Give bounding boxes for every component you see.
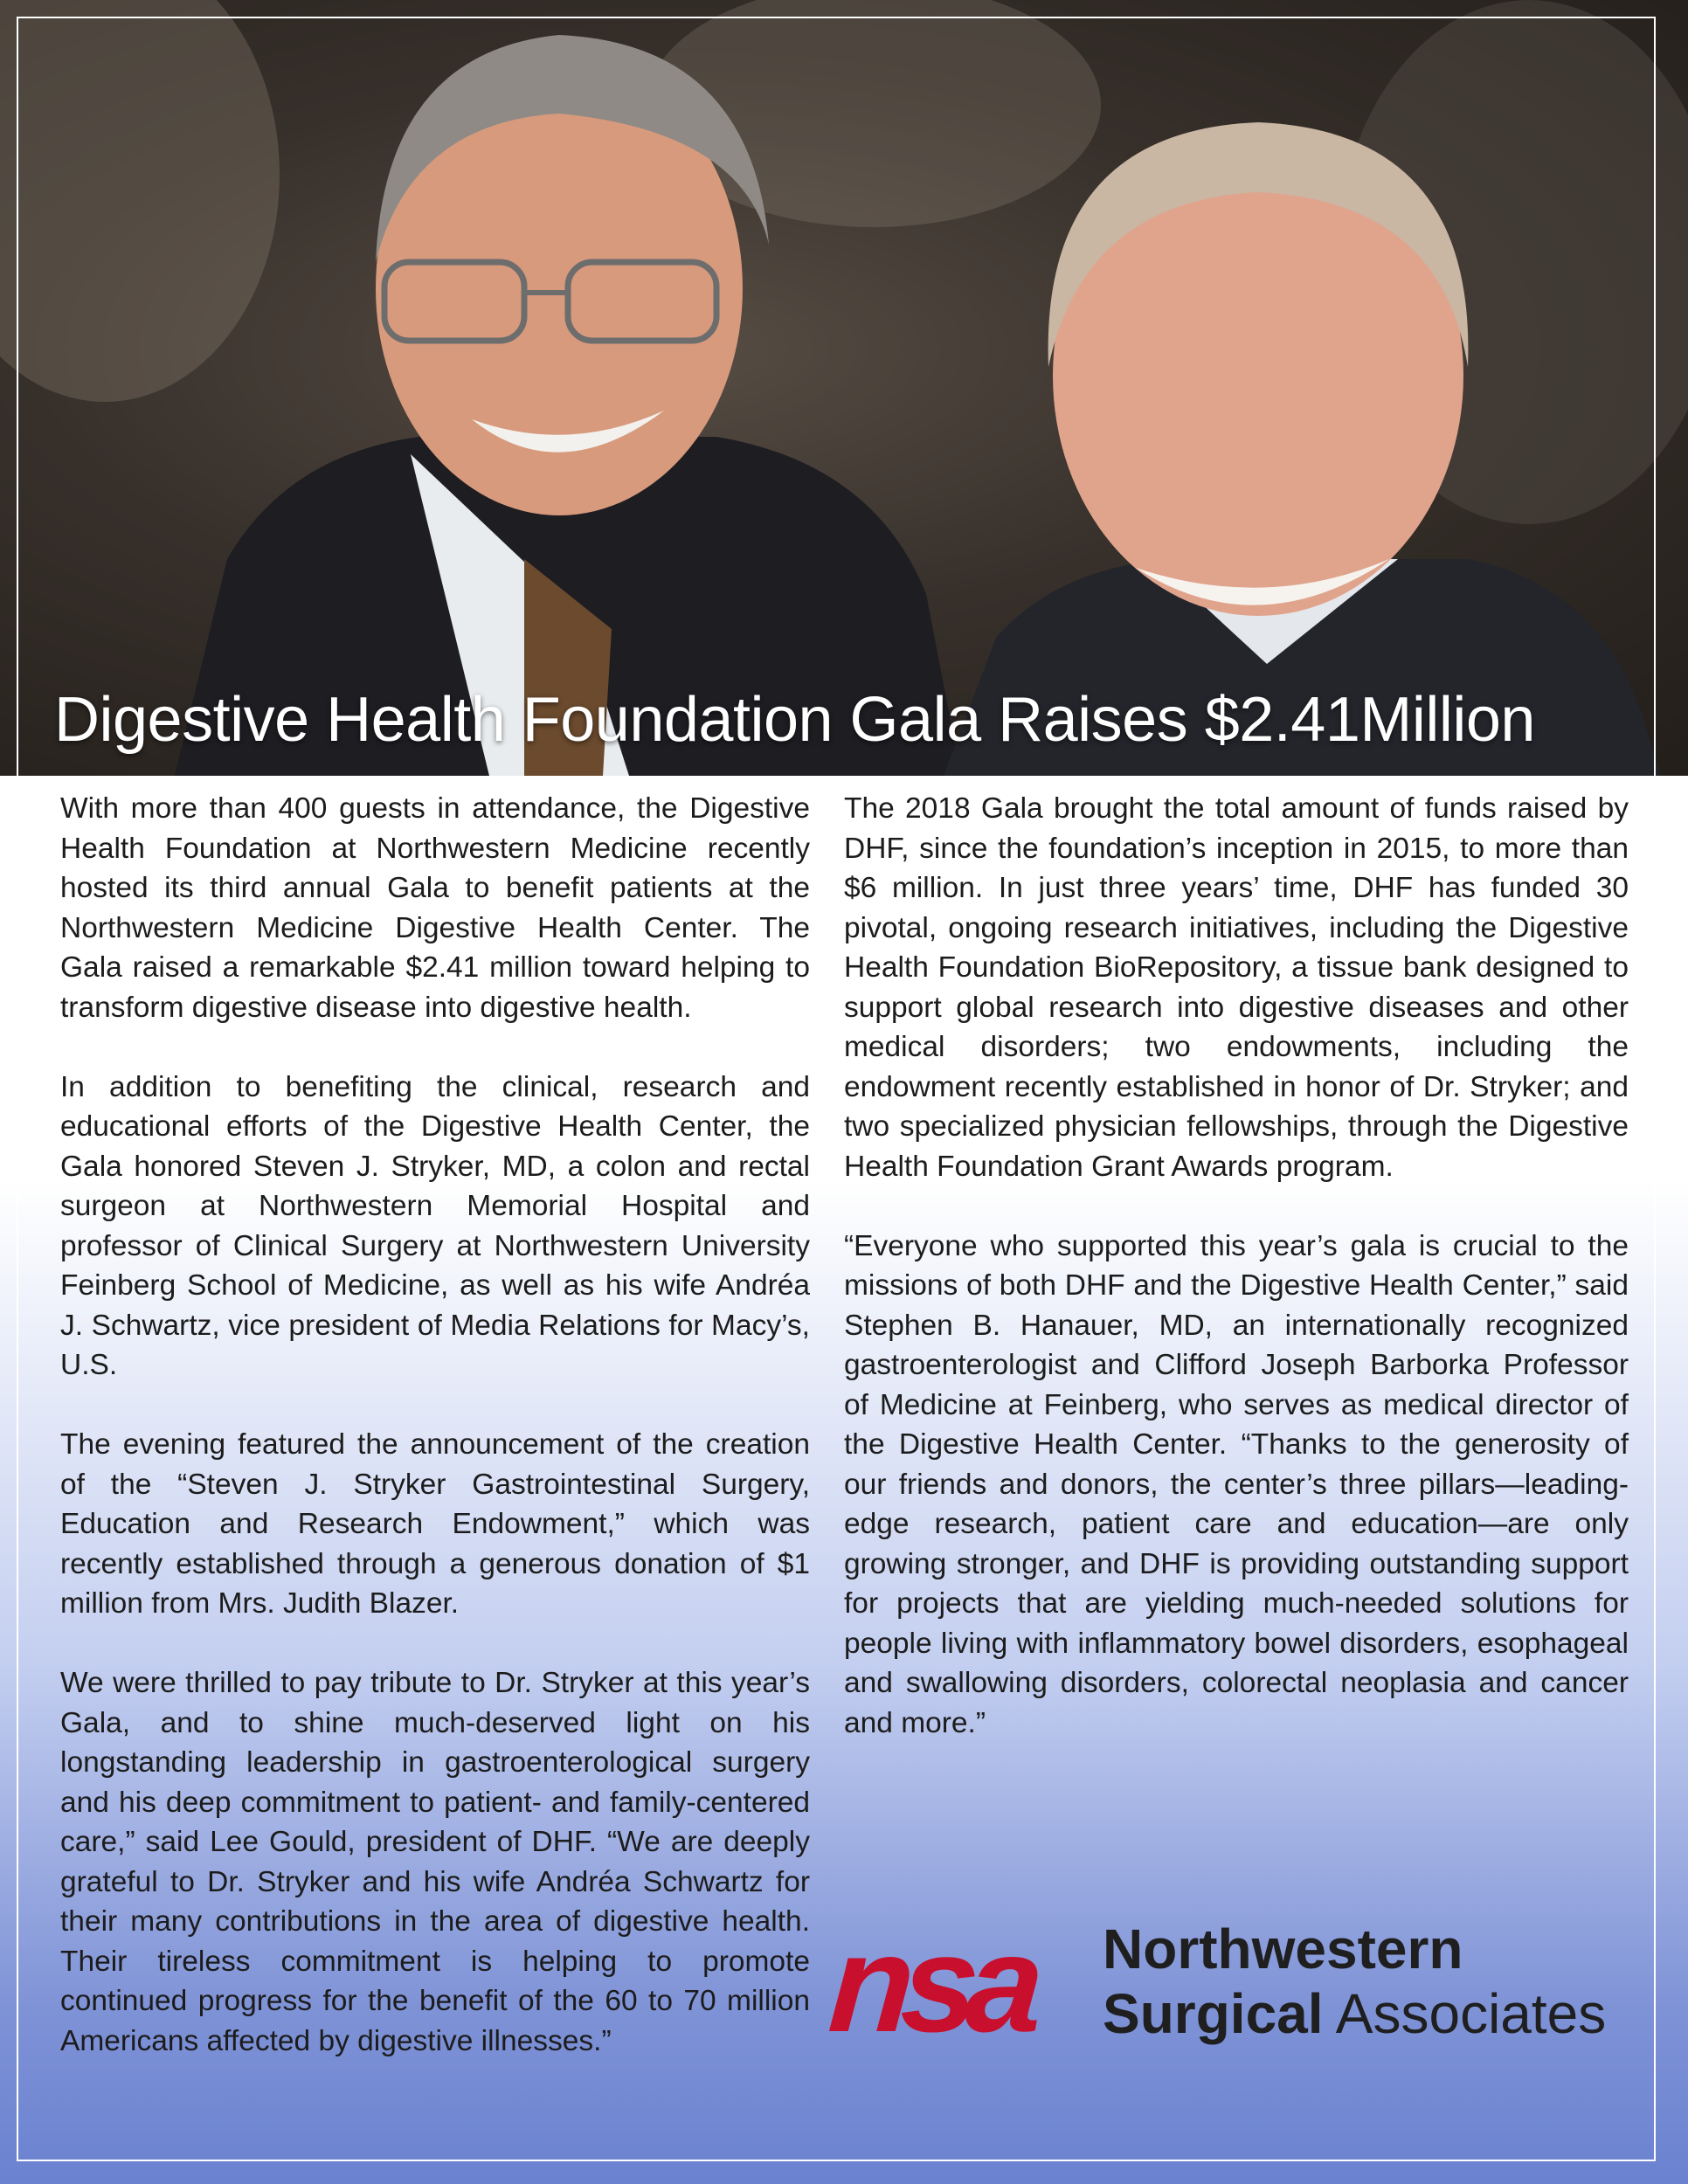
logo-line2-light: Associates	[1335, 1982, 1607, 2045]
paragraph: “Everyone who supported this year’s gala is crucial to the missions of both DHF and the Digestive Health Center,” said Stephen B. Hanauer, MD, an internationally recognized gastroenterologist and Clifford Joseph Barborka Professor of Medicine at Feinberg, who serves as medical director of the Digestive Health Center. “Thanks to the generosity of our friends and donors, the center’s three pillars—leading-edge research, patient care and education—are only growing stronger, and DHF is providing outstanding support for projects that are yielding much-needed solutions for people living with inflammatory bowel disorders, esophageal and swallowing disorders, colorectal neoplasia and cancer and more.”	[844, 1229, 1629, 1739]
article-column-left	[60, 789, 810, 2101]
hero-photo	[0, 0, 1688, 776]
paragraph: The 2018 Gala brought the total amount of funds raised by DHF, since the foundation’s inception in 2015, to more than $6 million. In just three years’ time, DHF has funded 30 pivotal, ongoing research initiatives, including the Digestive Health Foundation BioRepository, a tissue bank designed to support global research into digestive diseases and other medical disorders; two endowments, including the endowment recently established in honor of Dr. Stryker; and two specialized physician fellowships, through the Digestive Health Foundation Grant Awards program.	[844, 792, 1629, 1183]
hero-photo-illustration	[0, 0, 1688, 776]
logo-line2-strong: Surgical	[1103, 1982, 1324, 2045]
logo-line1: Northwestern	[1103, 1918, 1463, 1980]
headline: Digestive Health Foundation Gala Raises $2.41Million	[54, 685, 1535, 755]
article-column-right	[844, 789, 1629, 1783]
paragraph: We were thrilled to pay tribute to Dr. Stryker at this year’s Gala, and to shine much-deserved light on his longstanding leadership in gastroenterological surgery and his deep commitment to patient- and family-centered care,” said Lee Gould, president of DHF. “We are deeply grateful to Dr. Stryker and his wife Andréa Schwartz for their many contributions in the area of digestive health. Their tireless commitment is helping to promote continued progress for the benefit of the 60 to 70 million Americans affected by digestive illnesses.”	[60, 1667, 810, 2057]
paragraph: The evening featured the announcement of the creation of the “Steven J. Stryker Gastrointestinal Surgery, Education and Research Endowment,” which was recently established through a generous donation of $1 million from Mrs. Judith Blazer.	[60, 1428, 810, 1620]
logo-line2	[1103, 1981, 1606, 2046]
logo-mark: nsa	[824, 1907, 1037, 2061]
paragraph: In addition to benefiting the clinical, research and educational efforts of the Digestive Health Center, the Gala honored Steven J. Stryker, MD, a colon and rectal surgeon at Northwestern Memorial Hospital and professor of Clinical Surgery at Northwestern University Feinberg School of Medicine, as well as his wife Andréa J. Schwartz, vice president of Media Relations for Macy’s, U.S.	[60, 1070, 810, 1381]
paragraph: With more than 400 guests in attendance, the Digestive Health Foundation at Northwestern Medicine recently hosted its third annual Gala to benefit patients at the Northwestern Medicine Digestive Health Center. The Gala raised a remarkable $2.41 million toward helping to transform digestive disease into digestive health.	[60, 792, 810, 1024]
nsa-logo	[824, 1907, 1643, 2062]
